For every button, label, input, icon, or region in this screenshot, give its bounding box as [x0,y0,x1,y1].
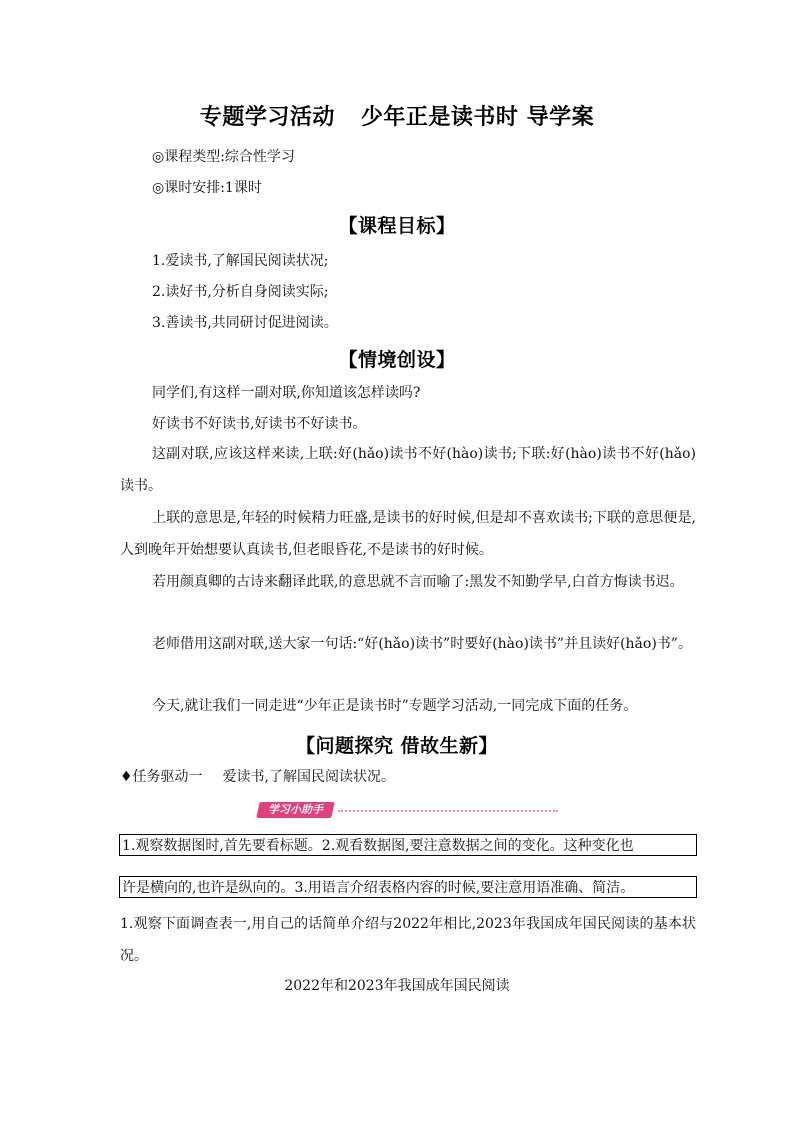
scenario-paragraph: 同学们,有这样一副对联,你知道该怎样读吗? [152,385,421,401]
objectives-heading: 【课程目标】 [338,215,456,237]
study-helper-tag [256,802,334,818]
course-type: ◎课程类型:综合性学习 [152,149,295,165]
scenario-paragraph: 好读书不好读书,好读书不好读书。 [152,416,367,432]
scenario-paragraph: 这副对联,应该这样来读,上联:好(hǎo)读书不好(hào)读书;下联:好(hào)读书不好(hǎo)读书。 [120,446,696,494]
study-helper-label: 学习小助手 [268,803,323,816]
task-text: 爱读书,了解国民阅读状况。 [222,769,396,785]
tip-box-line-1: 1.观察数据图时,首先要看标题。2.观看数据图,要注意数据之间的变化。这种变化也 [119,834,697,856]
scenario-paragraph: 今天,就让我们一同走进“少年正是读书时”专题学习活动,一同完成下面的任务。 [152,698,638,714]
helper-dotted-divider [338,810,558,812]
table-caption: 2022年和2023年我国成年国民阅读 [284,978,510,994]
inquiry-heading: 【问题探究 借故生新】 [295,735,499,757]
page-title [0,100,794,131]
scenario-paragraph: 上联的意思是,年轻的时候精力旺盛,是读书的好时候,但是却不喜欢读书;下联的意思便是,人到晚年开始想要认真读书,但老眼昏花,不是读书的好时候。 [120,510,696,558]
question-text: 1.观察下面调查表一,用自己的话简单介绍与2022年相比,2023年我国成年国民阅读的基本状况。 [120,916,696,964]
task-line [120,766,395,786]
objective-item: 2.读好书,分析自身阅读实际; [152,284,329,300]
scenario-heading: 【情境创设】 [338,349,456,371]
task-label: ♦任务驱动一 [120,769,203,785]
objective-item: 1.爱读书,了解国民阅读状况; [152,253,329,269]
study-helper-banner [258,802,558,818]
scenario-paragraph: 若用颜真卿的古诗来翻译此联,的意思就不言而喻了:黑发不知勤学早,白首方悔读书迟。 [152,574,684,590]
title-part-1: 专题学习活动 [199,105,335,130]
class-hours: ◎课时安排:1课时 [152,180,262,196]
objective-item: 3.善读书,共同研讨促进阅读。 [152,315,338,331]
tip-box-line-2: 许是横向的,也许是纵向的。3.用语言介绍表格内容的时候,要注意用语准确、简洁。 [119,876,697,898]
title-part-2: 少年正是读书时 导学案 [360,105,595,130]
scenario-paragraph: 老师借用这副对联,送大家一句话:“好(hǎo)读书”时要好(hào)读书”并且读好(hǎo)书”。 [152,636,692,652]
